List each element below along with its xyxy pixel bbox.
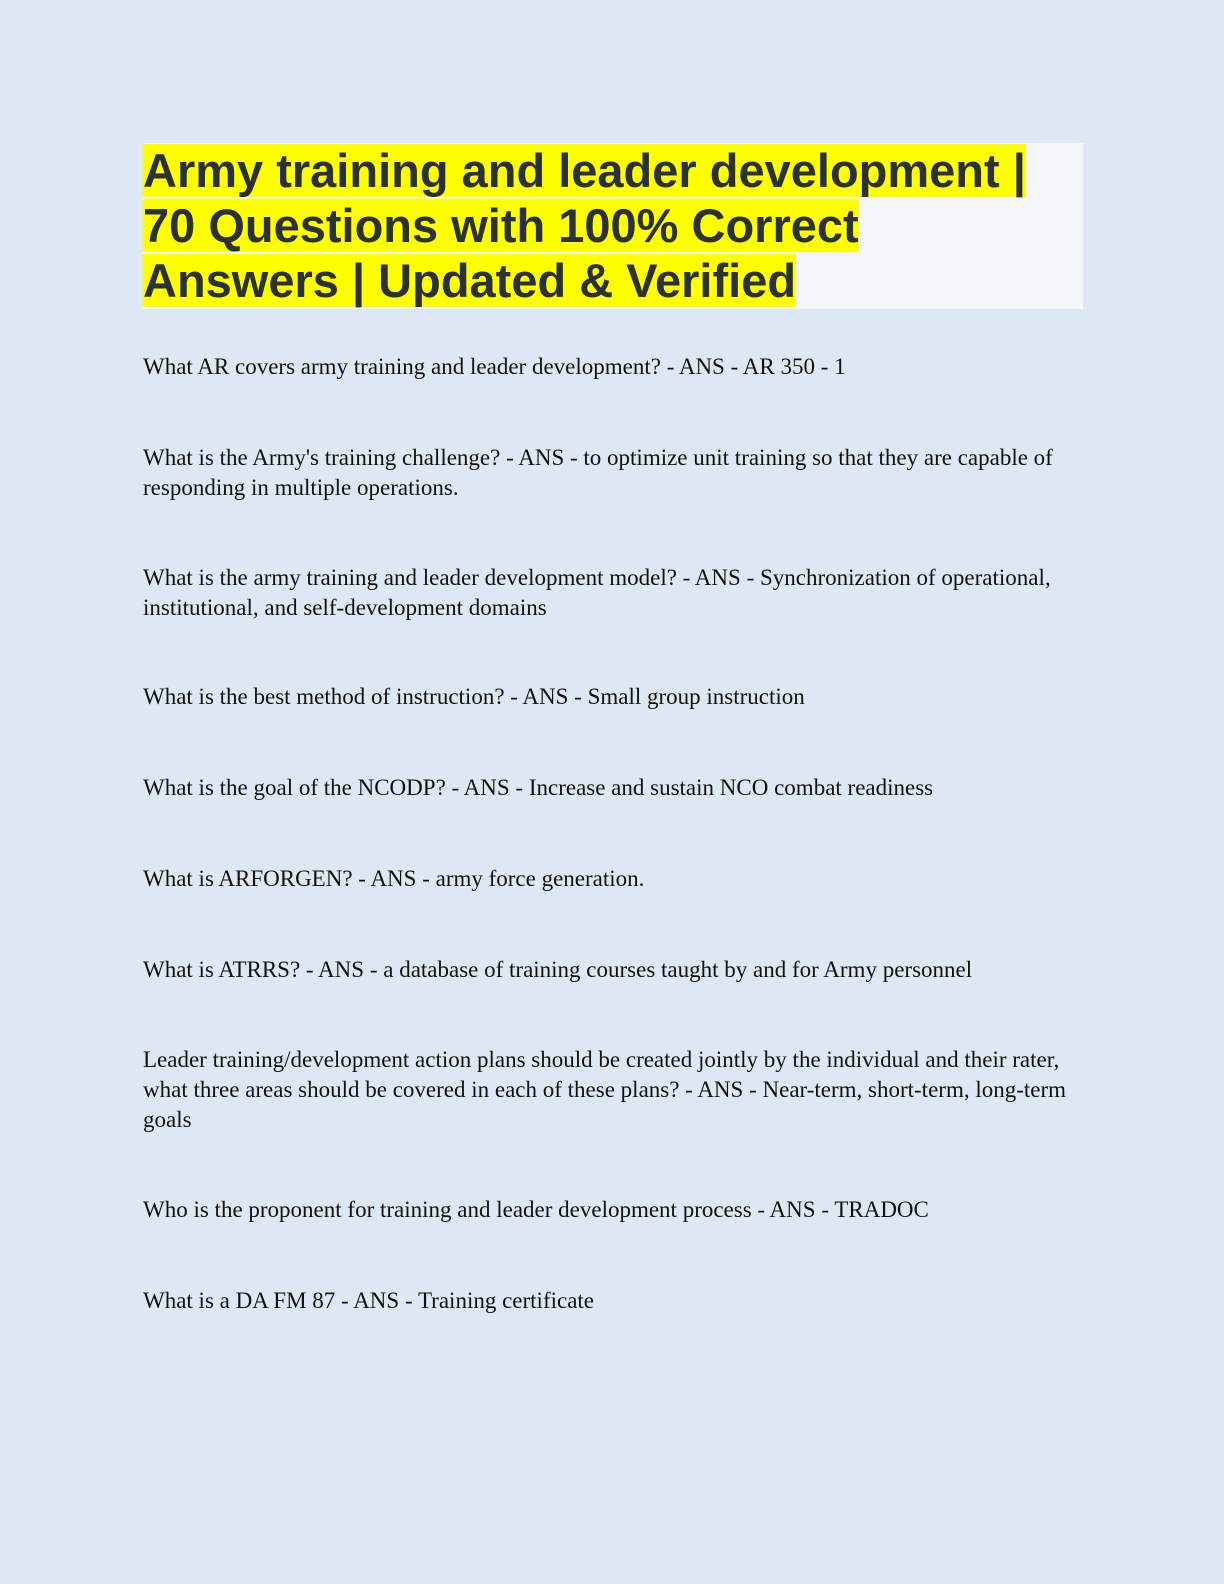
qa-item: Leader training/development action plans should be created jointly by the individual and their rater, what three areas should be covered in each of these plans? - ANS - Near-term, short-term, long-term goals xyxy=(143,1047,1067,1132)
qa-item: What is a DA FM 87 - ANS - Training certificate xyxy=(143,1288,595,1313)
qa-item: What is the best method of instruction? - ANS - Small group instruction xyxy=(143,684,805,709)
qa-item: What is ARFORGEN? - ANS - army force generation. xyxy=(143,866,645,891)
qa-item: What is the goal of the NCODP? - ANS - Increase and sustain NCO combat readiness xyxy=(143,775,934,800)
qa-item: What AR covers army training and leader development? - ANS - AR 350 - 1 xyxy=(143,354,846,379)
qa-item: What is the Army's training challenge? - ANS - to optimize unit training so that they are capable of responding in multiple operations. xyxy=(143,445,1053,500)
document-title xyxy=(143,143,1083,308)
title-line-1: Army training and leader development | xyxy=(143,144,1026,197)
title-line-2: 70 Questions with 100% Correct xyxy=(143,199,859,252)
title-block xyxy=(143,143,1083,309)
qa-item: Who is the proponent for training and leader development process - ANS - TRADOC xyxy=(143,1197,929,1222)
title-line-3: Answers | Updated & Verified xyxy=(143,254,797,307)
qa-item: What is ATRRS? - ANS - a database of training courses taught by and for Army personnel xyxy=(143,957,973,982)
qa-item: What is the army training and leader development model? - ANS - Synchronization of operational, institutional, and self-development domains xyxy=(143,565,1051,620)
